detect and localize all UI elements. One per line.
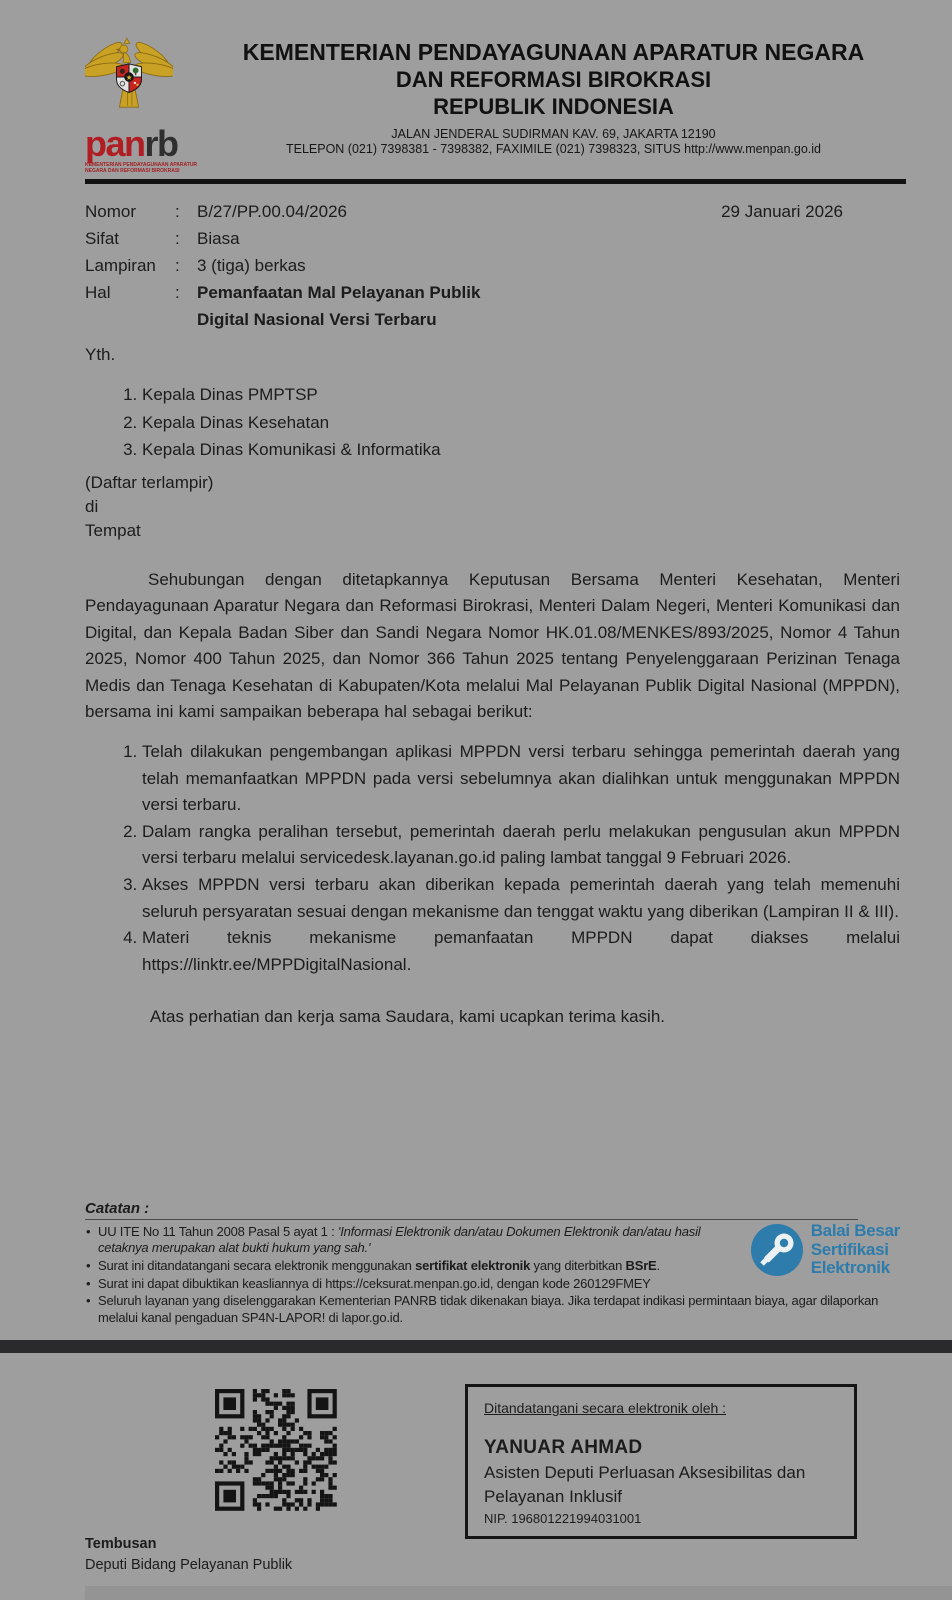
- notes-rule: [85, 1219, 858, 1220]
- address-line2: TELEPON (021) 7398381 - 7398382, FAXIMILE (021) 7398323, SITUS http://www.menpan.go.id: [285, 142, 822, 156]
- qr-code: [215, 1389, 337, 1511]
- points-list: [85, 739, 900, 978]
- recipient-location-tempat: Tempat: [85, 520, 141, 540]
- point-item: 4. Materi teknis mekanisme pemanfaatan MPPDN dapat diakses melalui https://linktr.ee/MPPDigitalNasional.: [142, 925, 900, 978]
- garuda-pancasila-logo: [85, 34, 173, 126]
- meta-colon: :: [175, 283, 180, 302]
- page-separator: [0, 1340, 952, 1353]
- note-text: yang diterbitkan: [530, 1257, 626, 1273]
- meta-colon: :: [175, 202, 180, 221]
- note-text: .: [656, 1257, 660, 1273]
- closing-paragraph: Atas perhatian dan kerja sama Saudara, kami ucapkan terima kasih.: [150, 1007, 665, 1027]
- meta-value-lampiran: 3 (tiga) berkas: [197, 256, 306, 275]
- panrb-wordmark: [85, 123, 207, 164]
- bsre-key-icon: [750, 1223, 804, 1277]
- meta-row-hal: [85, 279, 900, 333]
- signatory-name: YANUAR AHMAD: [484, 1437, 643, 1458]
- subject-line1: Pemanfaatan Mal Pelayanan Publik: [197, 283, 481, 302]
- wordmark-pan: pan: [85, 123, 145, 164]
- bsre-logo: [750, 1222, 900, 1278]
- notes-heading: Catatan :: [85, 1200, 150, 1217]
- point-item: 2. Dalam rangka peralihan tersebut, pemerintah daerah perlu melakukan pengusulan akun MPPDN versi terbaru melalui servicedesk.layanan.go.id paling lambat tanggal 9 Februari 2026.: [142, 819, 900, 872]
- recipient-item: 2. Kepala Dinas Kesehatan: [142, 409, 900, 437]
- meta-value-nomor: B/27/PP.00.04/2026: [197, 202, 347, 221]
- signatory-title: Asisten Deputi Perluasan Aksesibilitas dan Pelayanan Inklusif: [484, 1463, 806, 1506]
- opening-paragraph: Sehubungan dengan ditetapkannya Keputusan Bersama Menteri Kesehatan, Menteri Pendayagunaan Aparatur Negara dan Reformasi Birokrasi, Menteri Dalam Negeri, Menteri Komunikasi dan Digital, dan Kepala Badan Siber dan Sandi Negara Nomor HK.01.08/MENKES/893/2025, Nomor 4 Tahun 2025, Nomor 400 Tahun 2025, dan Nomor 366 Tahun 2025 tentang Penyelenggaraan Perizinan Tenaga Medis dan Tenaga Kesehatan di Kabupaten/Kota melalui Mal Pelayanan Publik Digital Nasional (MPPDN), bersama ini kami sampaikan beberapa hal sebagai berikut:: [85, 569, 900, 722]
- svg-text:★: ★: [125, 72, 133, 82]
- ministry-name-line2: DAN REFORMASI BIROKRASI: [395, 67, 712, 92]
- copy-to-value: Deputi Bidang Pelayanan Publik: [85, 1557, 293, 1573]
- header-rule: [85, 179, 906, 184]
- meta-label-nomor: Nomor: [85, 202, 137, 221]
- note-item: • Seluruh layanan yang diselenggarakan Kementerian PANRB tidak dikenakan biaya. Jika terdapat indikasi permintaan biaya, agar dilaporkan melalui kanal pengaduan SP4N-LAPOR! di lapor.go.id.: [85, 1293, 900, 1325]
- meta-row-sifat: [85, 225, 900, 252]
- meta-label-hal: Hal: [85, 283, 111, 302]
- panrb-logo-block: [85, 30, 207, 174]
- signature-caption: Ditandatangani secara elektronik oleh :: [484, 1400, 727, 1416]
- ministry-name-line1: KEMENTERIAN PENDAYAGUNAAN APARATUR NEGARA: [242, 39, 865, 65]
- point-item: 1. Telah dilakukan pengembangan aplikasi MPPDN versi terbaru sehingga pemerintah daerah yang telah memanfaatkan MPPDN pada versi sebelumnya akan dialihkan untuk menggunakan MPPDN versi terbaru.: [142, 739, 900, 819]
- bsre-label: [811, 1222, 900, 1278]
- bsre-label-line1: Balai Besar: [810, 1221, 900, 1240]
- notes-section: [85, 1200, 900, 1326]
- bsre-label-line3: Elektronik: [810, 1258, 890, 1277]
- letter-date: 29 Januari 2026: [721, 202, 843, 221]
- wordmark-subtext: KEMENTERIAN PENDAYAGUNAAN APARATUR NEGARA DAN REFORMASI BIROKRASI: [85, 162, 198, 174]
- subject-line2: Digital Nasional Versi Terbaru: [197, 310, 437, 329]
- meta-label-sifat: Sifat: [85, 229, 120, 248]
- copy-to-block: [85, 1534, 292, 1576]
- copy-to-heading: Tembusan: [85, 1536, 157, 1552]
- recipient-item: 3. Kepala Dinas Komunikasi & Informatika: [142, 436, 900, 464]
- recipient-location-di: di: [85, 496, 99, 516]
- meta-label-lampiran: Lampiran: [85, 256, 156, 275]
- meta-value-sifat: Biasa: [197, 229, 240, 248]
- note-text: UU ITE No 11 Tahun 2008 Pasal 5 ayat 1 :: [98, 1224, 338, 1239]
- point-item: 3. Akses MPPDN versi terbaru akan diberikan kepada pemerintah daerah yang telah memenuhi seluruh persyaratan sesuai dengan mekanisme dan tenggat waktu yang diberikan (Lampiran II & III).: [142, 872, 900, 925]
- signature-box: [465, 1384, 857, 1539]
- wordmark-rb: rb: [144, 123, 178, 164]
- note-item: • Surat ini dapat dibuktikan keasliannya di https://ceksurat.menpan.go.id, dengan kode 260129FMEY: [85, 1276, 900, 1292]
- meta-colon: :: [175, 229, 180, 248]
- meta-value-hal: [197, 279, 480, 333]
- recipient-list: [85, 381, 900, 464]
- signatory-nip: NIP. 196801221994031001: [484, 1511, 642, 1526]
- note-text: Surat ini ditandatangani secara elektronik menggunakan: [98, 1257, 416, 1273]
- bsre-label-line2: Sertifikasi: [810, 1239, 889, 1259]
- salutation: Yth.: [85, 345, 116, 364]
- recipients: [85, 342, 900, 543]
- recipient-item: 1. Kepala Dinas PMPTSP: [142, 381, 900, 409]
- address-line1: JALAN JENDERAL SUDIRMAN KAV. 69, JAKARTA 12190: [391, 127, 716, 141]
- note-quote: 'Informasi Elektronik dan/atau Dokumen Elektronik dan/atau hasil cetaknya merupakan alat bukti hukum yang sah.': [98, 1224, 701, 1256]
- letterhead-text: [207, 30, 900, 174]
- note-text-bold: BSrE: [625, 1257, 657, 1273]
- ministry-name-line3: REPUBLIK INDONESIA: [433, 94, 674, 119]
- meta-row-lampiran: [85, 252, 900, 279]
- letter-meta: [85, 198, 900, 333]
- note-text-bold: sertifikat elektronik: [415, 1257, 531, 1273]
- letterhead: [85, 30, 900, 174]
- page-edge-shadow: [85, 1586, 952, 1600]
- meta-colon: :: [175, 256, 180, 275]
- attachment-note: (Daftar terlampir): [85, 472, 214, 492]
